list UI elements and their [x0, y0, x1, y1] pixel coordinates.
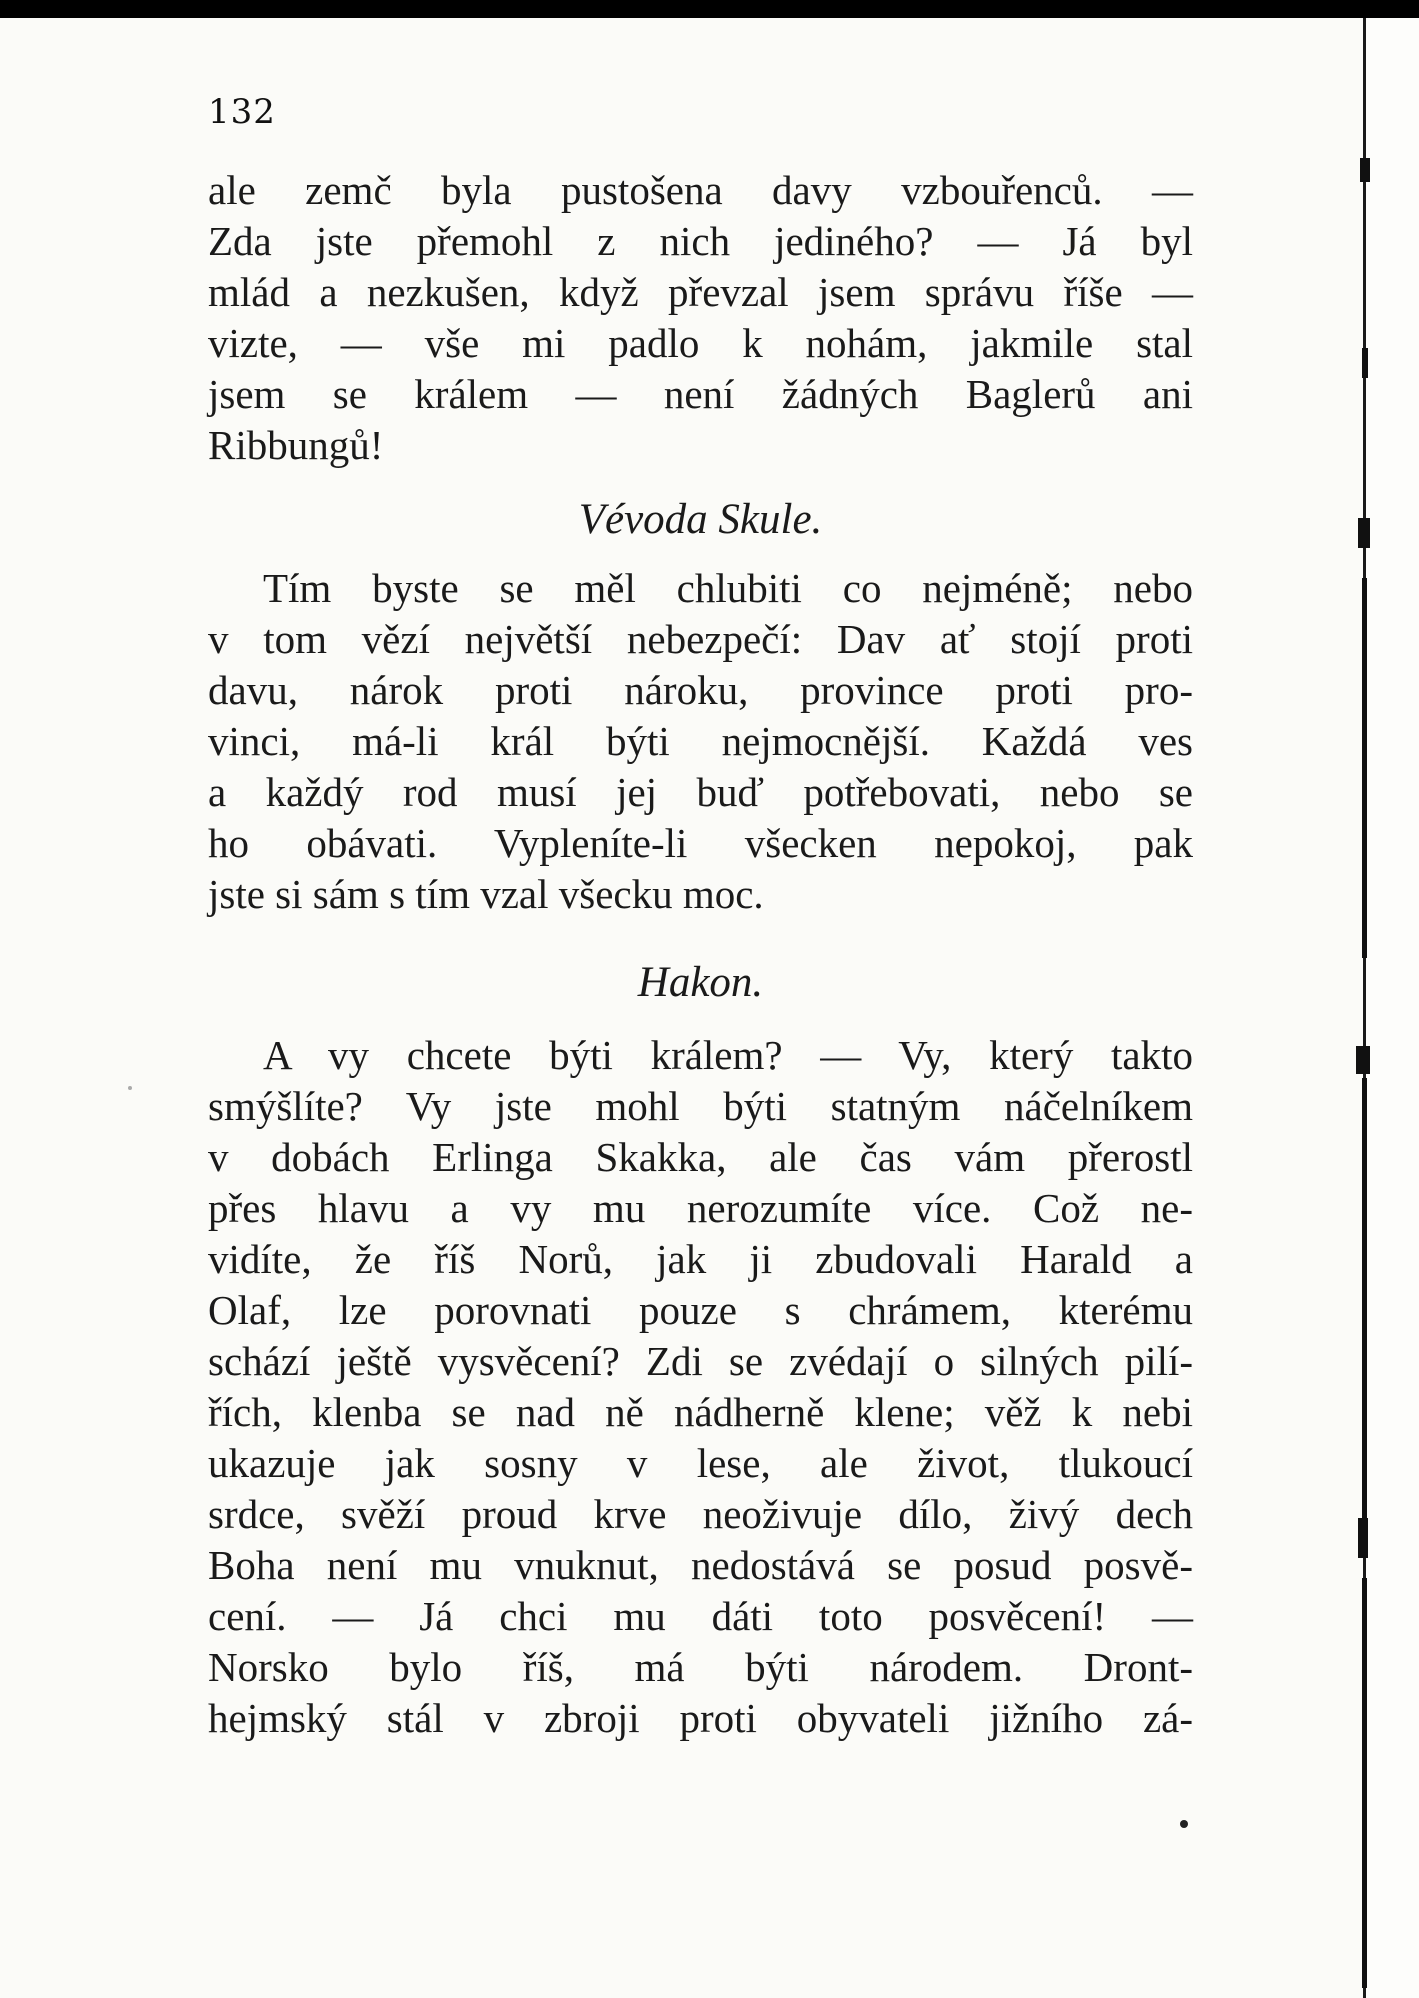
text-line: ale zemč byla pustošena davy vzbouřenců. — [208, 167, 1193, 213]
page-edge [1363, 18, 1419, 1998]
paper-speck [128, 1086, 132, 1090]
text-line: schází ještě vysvěcení? Zdi se zvédají o silných pilí- [208, 1338, 1193, 1384]
edge-mark [1362, 1078, 1367, 1518]
edge-mark [1356, 1046, 1370, 1074]
speaker-heading: Hakon. [637, 959, 764, 1006]
text-line: cení. — Já chci mu dáti toto posvěcení! — [208, 1593, 1193, 1639]
text-line: Ribbungů! [208, 422, 384, 468]
text-line: mlád a nezkušen, když převzal jsem správu říše — [208, 269, 1193, 315]
text-line: jste si sám s tím vzal všecku moc. [208, 871, 764, 917]
edge-mark [1358, 518, 1370, 548]
text-line: Tím byste se měl chlubiti co nejméně; nebo [263, 565, 1193, 611]
text-line: ukazuje jak sosny v lese, ale život, tlukoucí [208, 1440, 1193, 1486]
edge-mark [1362, 578, 1367, 958]
text-line: srdce, svěží proud krve neoživuje dílo, živý dech [208, 1491, 1193, 1537]
text-line: hejmský stál v zbroji proti obyvateli jižního zá- [208, 1695, 1193, 1741]
paragraph-2 [208, 563, 1193, 920]
text-line: smýšlíte? Vy jste mohl býti statným náčelníkem [208, 1083, 1193, 1129]
text-line: vizte, — vše mi padlo k nohám, jakmile stal [208, 320, 1193, 366]
paragraph-1 [208, 165, 1193, 471]
text-line: vidíte, že říš Norů, jak ji zbudovali Harald a [208, 1236, 1193, 1282]
text-line: řích, klenba se nad ně nádherně klene; věž k nebi [208, 1389, 1193, 1435]
text-line: přes hlavu a vy mu nerozumíte více. Což ne- [208, 1185, 1193, 1231]
speaker-heading: Vévoda Skule. [578, 496, 823, 543]
edge-mark [1360, 158, 1370, 182]
paper-speck [1180, 1820, 1188, 1828]
text-line: Olaf, lze porovnati pouze s chrámem, kterému [208, 1287, 1193, 1333]
edge-mark [1362, 348, 1368, 378]
text-line: ho obávati. Vypleníte-li všecken nepokoj, pak [208, 820, 1193, 866]
text-line: Boha není mu vnuknut, nedostává se posud posvě- [208, 1542, 1193, 1588]
text-line: v tom vězí největší nebezpečí: Dav ať stojí proti [208, 616, 1193, 662]
text-line: davu, nárok proti nároku, province proti pro- [208, 667, 1193, 713]
text-line: jsem se králem — není žádných Baglerů ani [208, 371, 1193, 417]
edge-mark [1362, 1578, 1367, 1988]
text-line: vinci, má-li král býti nejmocnější. Každá ves [208, 718, 1193, 764]
text-line: a každý rod musí jej buď potřebovati, nebo se [208, 769, 1193, 815]
edge-mark [1358, 1518, 1368, 1558]
text-line: Norsko bylo říš, má býti národem. Dront- [208, 1644, 1193, 1690]
paragraph-3 [208, 1030, 1193, 1744]
text-line: Zda jste přemohl z nich jediného? — Já byl [208, 218, 1193, 264]
text-line: v dobách Erlinga Skakka, ale čas vám přerostl [208, 1134, 1193, 1180]
text-line: A vy chcete býti králem? — Vy, který takto [263, 1032, 1193, 1078]
page-number: 132 [208, 92, 276, 132]
